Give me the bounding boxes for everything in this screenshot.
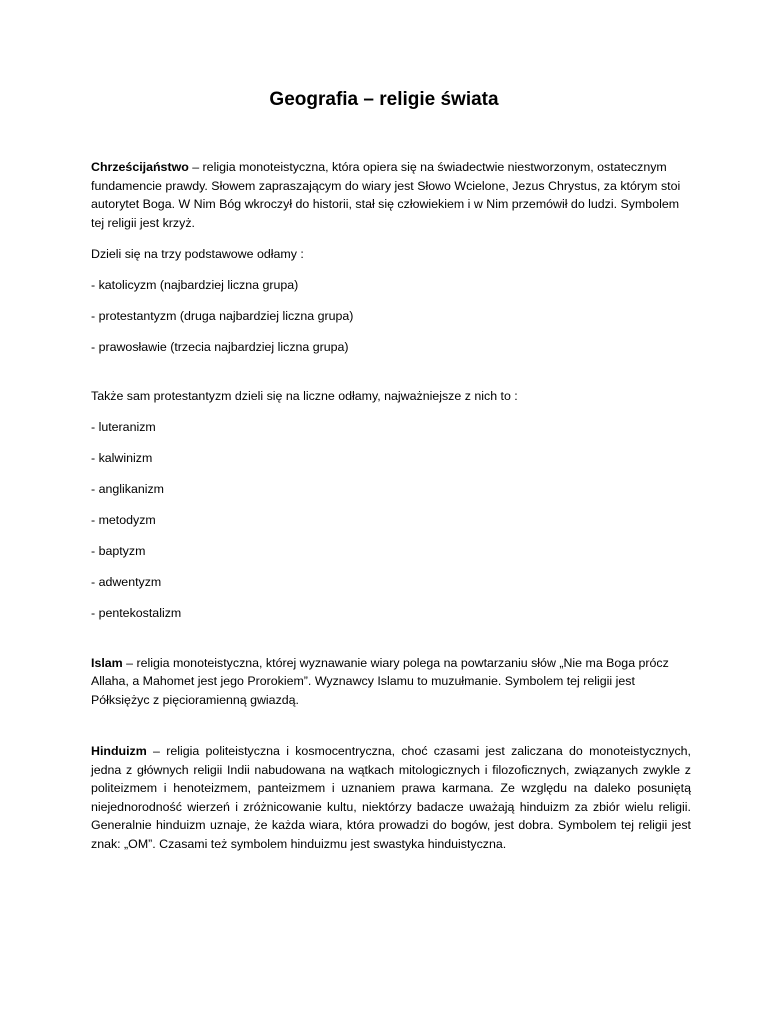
list-item: - baptyzm [91,544,146,558]
christianity-text: – religia monoteistyczna, która opiera się na świadectwie niestworzonym, ostatecznym fundamencie prawdy. Słowem zapraszającym do wiary jest Słowo Wcielone, Jezus Chrystus, za którym stoi autorytet Boga. W Nim Bóg wkroczył do historii, stał się człowiekiem i w Nim przemówił do ludzi. Symbolem tej religii jest krzyż. [91,160,681,230]
christianity-term: Chrześcijaństwo [91,160,189,174]
document-body [91,158,691,866]
list-item: - luteranizm [91,420,156,434]
hinduism-paragraph [91,742,691,853]
christianity-branches-intro: Dzieli się na trzy podstawowe odłamy : [91,246,304,261]
protestant-branches-intro: Także sam protestantyzm dzieli się na liczne odłamy, najważniejsze z nich to : [91,389,518,403]
islam-paragraph [91,654,691,710]
list-item: - adwentyzm [91,575,162,589]
document-title: Geografia – religie świata [269,89,499,110]
list-item: - anglikanizm [91,482,164,496]
islam-term: Islam [91,655,123,670]
islam-text: – religia monoteistyczna, której wyznawanie wiary polega na powtarzaniu słów „Nie ma Boga prócz Allaha, a Mahomet jest jego Prorokiem”. Wyznawcy Islamu to muzułmanie. Symbolem tej religii jest Półksiężyc z pięcioramienną gwiazdą. [91,655,669,707]
hinduism-text: – religia politeistyczna i kosmocentryczna, choć czasami jest zaliczana do monoteistycznych, jedna z głównych religii Indii nabudowana na wątkach mitologicznych i filozoficznych, związanych zwykle z politeizmem i henoteizmem, panteizmem i uznaniem prawa karmana. Ze względu na daleko posuniętą niejednorodność wierzeń i zróżnicowanie kultu, niektórzy badacze uważają hinduizm za zbiór wielu religii. Generalnie hinduizm uznaje, że każda wiara, która prowadzi do bogów, jest dobra. Symbolem tej religii jest znak: „OM”. Czasami też symbolem hinduizmu jest swastyka hinduistyczna. [91,744,691,851]
list-item: - metodyzm [91,513,156,527]
hinduism-term: Hinduizm [91,744,147,758]
list-item: - katolicyzm (najbardziej liczna grupa) [91,277,299,292]
christianity-paragraph [91,158,691,232]
list-item: - pentekostalizm [91,606,182,620]
list-item: - protestantyzm (druga najbardziej liczna grupa) [91,308,354,323]
list-item: - prawosławie (trzecia najbardziej liczna grupa) [91,339,349,354]
list-item: - kalwinizm [91,451,153,465]
